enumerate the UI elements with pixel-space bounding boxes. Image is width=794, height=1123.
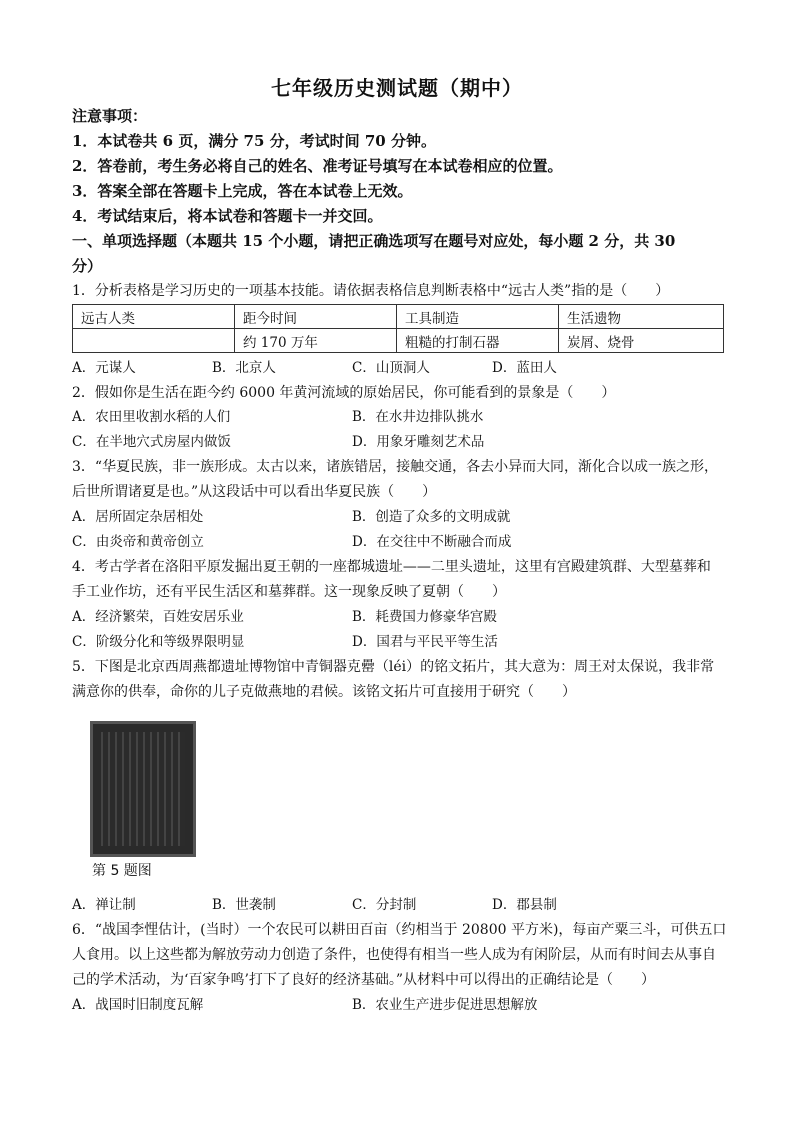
table-cell bbox=[73, 329, 235, 353]
question-2-stem: 2．假如你是生活在距今约 6000 年黄河流域的原始居民，你可能看到的景象是（ ） bbox=[72, 385, 616, 401]
question-1-table bbox=[72, 304, 724, 353]
table-cell: 工具制造 bbox=[397, 305, 559, 329]
option: D．国君与平民平等生活 bbox=[352, 634, 498, 650]
table-header-row bbox=[73, 305, 724, 329]
table-cell: 粗糙的打制石器 bbox=[397, 329, 559, 353]
question-3-stem-cont: 后世所谓诸夏是也。”从这段话中可以看出华夏民族（ ） bbox=[72, 484, 437, 500]
option: C．由炎帝和黄帝创立 bbox=[72, 534, 204, 550]
notice-item: 3．答案全部在答题卡上完成，答在本试卷上无效。 bbox=[72, 182, 413, 200]
option: B．北京人 bbox=[212, 360, 276, 376]
option: D．在交往中不断融合而成 bbox=[352, 534, 512, 550]
option: B．耗费国力修豪华宫殿 bbox=[352, 609, 497, 625]
question-5-stem-cont: 满意你的供奉，命你的儿子克做燕地的君候。该铭文拓片可直接用于研究（ ） bbox=[72, 684, 576, 700]
table-cell: 生活遗物 bbox=[559, 305, 724, 329]
option: C．山顶洞人 bbox=[352, 360, 430, 376]
table-cell: 距今时间 bbox=[235, 305, 397, 329]
question-6-stem-cont: 人食用。以上这些都为解放劳动力创造了条件，也使得有相当一些人成为有闲阶层，从而有时间去从事自 bbox=[72, 947, 716, 963]
question-3-stem: 3．“华夏民族，非一族形成。太古以来，诸族错居，接触交通，各去小异而大同，渐化合以成一族之形， bbox=[72, 459, 719, 475]
table-cell: 炭屑、烧骨 bbox=[559, 329, 724, 353]
option: C．分封制 bbox=[352, 897, 417, 913]
question-6-stem: 6．“战国李悝估计，(当时）一个农民可以耕田百亩（约相当于 20800 平方米)，每亩产粟三斗，可供五口 bbox=[72, 922, 727, 938]
option: A．居所固定杂居相处 bbox=[72, 509, 204, 525]
rubbing-texture bbox=[101, 732, 185, 846]
option: A．农田里收割水稻的人们 bbox=[72, 409, 231, 425]
option: B．农业生产进步促进思想解放 bbox=[352, 997, 538, 1013]
option: D．郡县制 bbox=[492, 897, 557, 913]
question-1-stem: 1．分析表格是学习历史的一项基本技能。请依据表格信息判断表格中“远古人类”指的是（ ） bbox=[72, 283, 670, 299]
bronze-inscription-rubbing-image bbox=[90, 721, 196, 857]
page-title: 七年级历史测试题（期中） bbox=[271, 76, 523, 100]
notice-item: 1．本试卷共 6 页，满分 75 分，考试时间 70 分钟。 bbox=[72, 132, 436, 150]
table-row bbox=[73, 329, 724, 353]
option: A．经济繁荣，百姓安居乐业 bbox=[72, 609, 244, 625]
question-5-stem: 5．下图是北京西周燕都遗址博物馆中青铜器克罍（léi）的铭文拓片，其大意为：周王对太保说，我非常 bbox=[72, 659, 715, 675]
option: C．在半地穴式房屋内做饭 bbox=[72, 434, 231, 450]
option: C．阶级分化和等级界限明显 bbox=[72, 634, 245, 650]
table-cell: 约 170 万年 bbox=[235, 329, 397, 353]
question-6-stem-cont: 己的学术活动，为‘百家争鸣’打下了良好的经济基础。”从材料中可以得出的正确结论是（ ） bbox=[72, 972, 656, 988]
question-4-stem: 4．考古学者在洛阳平原发掘出夏王朝的一座都城遗址——二里头遗址，这里有宫殿建筑群、大型墓葬和 bbox=[72, 559, 711, 575]
option: B．创造了众多的文明成就 bbox=[352, 509, 511, 525]
option: B．世袭制 bbox=[212, 897, 276, 913]
notice-heading: 注意事项： bbox=[72, 107, 148, 125]
option: A．元谋人 bbox=[72, 360, 136, 376]
option: A．战国时旧制度瓦解 bbox=[72, 997, 204, 1013]
question-4-stem-cont: 手工业作坊，还有平民生活区和墓葬群。这一现象反映了夏朝（ ） bbox=[72, 584, 506, 600]
notice-item: 2．答卷前，考生务必将自己的姓名、准考证号填写在本试卷相应的位置。 bbox=[72, 157, 563, 175]
section-heading: 一、单项选择题（本题共 15 个小题，请把正确选项写在题号对应处，每小题 2 分，共 30 bbox=[72, 232, 676, 250]
option: B．在水井边排队挑水 bbox=[352, 409, 484, 425]
option: D．蓝田人 bbox=[492, 360, 557, 376]
option: A．禅让制 bbox=[72, 897, 136, 913]
table-cell: 远古人类 bbox=[73, 305, 235, 329]
notice-item: 4．考试结束后，将本试卷和答题卡一并交回。 bbox=[72, 207, 383, 225]
option: D．用象牙雕刻艺术品 bbox=[352, 434, 485, 450]
figure-caption: 第 5 题图 bbox=[92, 863, 152, 879]
section-heading-cont: 分） bbox=[72, 257, 103, 275]
